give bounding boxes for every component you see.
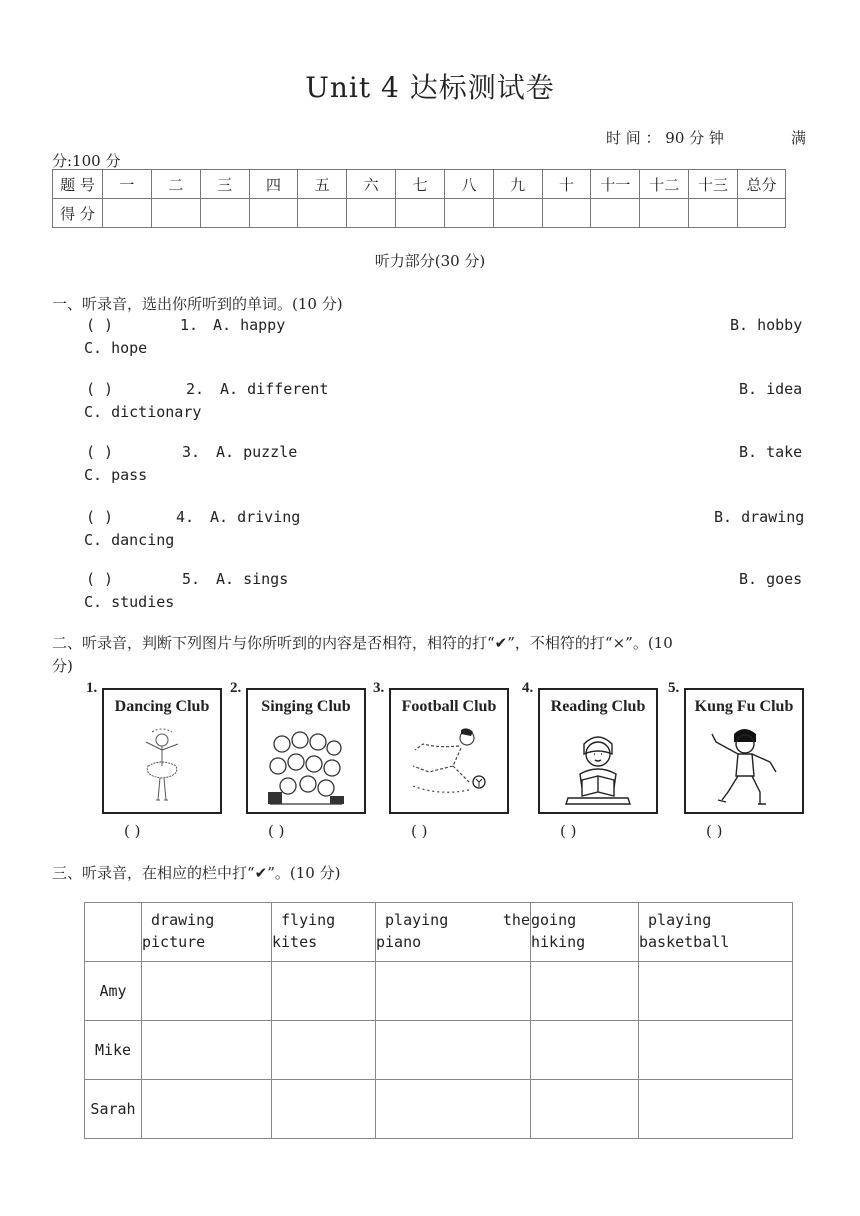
- answer-cell[interactable]: [142, 1021, 272, 1080]
- row-name: Sarah: [85, 1080, 142, 1139]
- score-header-cell: 五: [298, 170, 347, 199]
- column-header: playing basketball: [639, 903, 793, 962]
- option-b: B. goes: [739, 570, 803, 588]
- score-row-label: 得 分: [53, 199, 103, 228]
- football-player-icon: [409, 726, 489, 808]
- answer-cell[interactable]: [639, 962, 793, 1021]
- answer-cell[interactable]: [142, 1080, 272, 1139]
- section2-heading-continued: 分): [52, 657, 73, 675]
- section2-heading: 二、听录音，判断下列图片与你所听到的内容是否相符，相符的打“✔”，不相符的打“×”。(10: [52, 634, 673, 652]
- option-c: C. studies: [84, 593, 175, 611]
- answer-cell[interactable]: [639, 1021, 793, 1080]
- answer-paren[interactable]: ( ): [86, 570, 114, 588]
- club-label: Kung Fu Club: [694, 698, 794, 715]
- option-b: B. take: [739, 443, 803, 461]
- club-answer-paren[interactable]: ( ): [268, 822, 285, 840]
- club-number: 5.: [668, 680, 680, 696]
- score-cell[interactable]: [493, 199, 542, 228]
- score-cell[interactable]: [542, 199, 591, 228]
- club-number: 1.: [86, 680, 98, 696]
- score-cell[interactable]: [200, 199, 249, 228]
- answer-cell[interactable]: [531, 962, 639, 1021]
- answer-paren[interactable]: ( ): [86, 380, 114, 398]
- option-c: C. dancing: [84, 531, 175, 549]
- column-header: flying kites: [272, 903, 376, 962]
- column-header: going hiking: [531, 903, 639, 962]
- row-name: Mike: [85, 1021, 142, 1080]
- page-title: Unit 4 达标测试卷: [305, 71, 555, 104]
- club-picture-frame: [246, 688, 366, 814]
- question-number: 4.: [176, 508, 195, 526]
- answer-cell[interactable]: [531, 1080, 639, 1139]
- option-c: C. dictionary: [84, 403, 202, 421]
- club-picture-frame: [389, 688, 509, 814]
- option-a: A. puzzle: [216, 443, 298, 461]
- club-picture-frame: [102, 688, 222, 814]
- score-table-score-row: [53, 199, 786, 228]
- question-number: 5.: [182, 570, 201, 588]
- club-label: Singing Club: [261, 698, 351, 715]
- column-header: playing the piano: [376, 903, 531, 962]
- score-cell[interactable]: [444, 199, 493, 228]
- answer-paren[interactable]: ( ): [86, 508, 114, 526]
- club-number: 3.: [373, 680, 385, 696]
- reader-icon: [558, 726, 638, 808]
- answer-cell[interactable]: [531, 1021, 639, 1080]
- score-header-cell: 八: [444, 170, 493, 199]
- score-table: [52, 169, 786, 228]
- score-header-cell: 十: [542, 170, 591, 199]
- score-header-cell: 总分: [738, 170, 786, 199]
- option-a: A. happy: [213, 316, 286, 334]
- column-header: drawing picture: [142, 903, 272, 962]
- score-cell[interactable]: [689, 199, 738, 228]
- club-answer-paren[interactable]: ( ): [560, 822, 577, 840]
- score-header-cell: 六: [347, 170, 396, 199]
- activity-table: [84, 902, 793, 1139]
- answer-cell[interactable]: [142, 962, 272, 1021]
- club-label: Dancing Club: [114, 698, 210, 715]
- club-answer-paren[interactable]: ( ): [411, 822, 428, 840]
- answer-cell[interactable]: [272, 1021, 376, 1080]
- club-number: 2.: [230, 680, 242, 696]
- score-cell[interactable]: [249, 199, 298, 228]
- dancer-icon: [122, 726, 202, 808]
- singers-icon: [266, 726, 346, 808]
- option-b: B. drawing: [714, 508, 805, 526]
- option-b: B. idea: [739, 380, 803, 398]
- answer-cell[interactable]: [376, 962, 531, 1021]
- score-cell[interactable]: [640, 199, 689, 228]
- score-header-cell: 九: [493, 170, 542, 199]
- score-cell[interactable]: [298, 199, 347, 228]
- club-picture-frame: [684, 688, 804, 814]
- table-row: [85, 962, 793, 1021]
- option-a: A. driving: [210, 508, 301, 526]
- full-score-prefix: 满: [791, 129, 807, 147]
- full-score: 分:100 分: [52, 152, 121, 170]
- score-header-cell: 十二: [640, 170, 689, 199]
- kungfu-icon: [704, 726, 784, 808]
- table-corner-cell: [85, 903, 142, 962]
- option-a: A. sings: [216, 570, 289, 588]
- section1-heading: 一、听录音，选出你所听到的单词。(10 分): [52, 295, 343, 313]
- question-number: 3.: [182, 443, 201, 461]
- row-name: Amy: [85, 962, 142, 1021]
- score-header-cell: 三: [200, 170, 249, 199]
- answer-paren[interactable]: ( ): [86, 316, 114, 334]
- question-number: 1.: [180, 316, 199, 334]
- listening-part-heading: 听力部分(30 分): [374, 252, 486, 270]
- score-header-cell: 十三: [689, 170, 738, 199]
- exam-time: 时 间 ： 90 分 钟: [606, 129, 724, 147]
- score-cell[interactable]: [103, 199, 152, 228]
- score-header-cell: 十一: [591, 170, 640, 199]
- score-cell[interactable]: [591, 199, 640, 228]
- score-header-cell: 一: [103, 170, 152, 199]
- answer-cell[interactable]: [272, 962, 376, 1021]
- answer-cell[interactable]: [376, 1021, 531, 1080]
- club-label: Football Club: [401, 698, 497, 715]
- score-cell[interactable]: [738, 199, 786, 228]
- club-label: Reading Club: [550, 698, 646, 715]
- option-b: B. hobby: [730, 316, 803, 334]
- club-answer-paren[interactable]: ( ): [124, 822, 141, 840]
- option-c: C. hope: [84, 339, 148, 357]
- question-number: 2.: [186, 380, 205, 398]
- option-c: C. pass: [84, 466, 148, 484]
- score-header-cell: 七: [396, 170, 445, 199]
- score-cell[interactable]: [151, 199, 200, 228]
- option-a: A. different: [220, 380, 329, 398]
- score-table-header-row: [53, 170, 786, 199]
- answer-paren[interactable]: ( ): [86, 443, 114, 461]
- table-row: [85, 1021, 793, 1080]
- answer-cell[interactable]: [272, 1080, 376, 1139]
- score-cell[interactable]: [347, 199, 396, 228]
- score-header-cell: 二: [151, 170, 200, 199]
- answer-cell[interactable]: [639, 1080, 793, 1139]
- section3-heading: 三、听录音，在相应的栏中打“✔”。(10 分): [52, 864, 341, 882]
- club-picture-frame: [538, 688, 658, 814]
- score-cell[interactable]: [396, 199, 445, 228]
- club-pictures: [86, 680, 816, 850]
- table-header-row: [85, 903, 793, 962]
- answer-cell[interactable]: [376, 1080, 531, 1139]
- score-header-cell: 四: [249, 170, 298, 199]
- club-number: 4.: [522, 680, 534, 696]
- club-answer-paren[interactable]: ( ): [706, 822, 723, 840]
- table-row: [85, 1080, 793, 1139]
- score-header-cell: 题 号: [53, 170, 103, 199]
